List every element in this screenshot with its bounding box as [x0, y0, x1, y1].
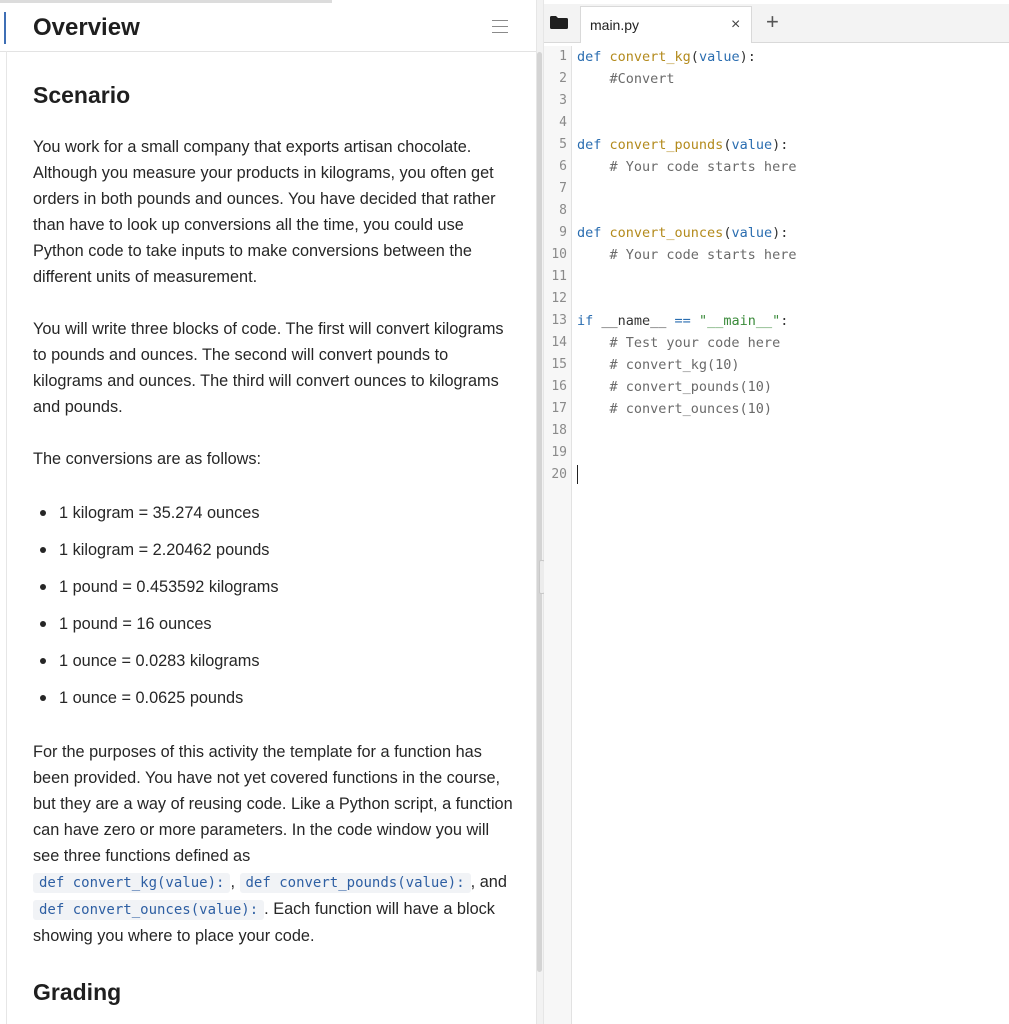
line-number: 15 [551, 357, 567, 372]
code-line: # convert_pounds(10) [577, 379, 773, 395]
code-line: if __name__ == "__main__": [577, 313, 789, 329]
separator: , and [470, 873, 507, 891]
code-line: # convert_ounces(10) [577, 401, 773, 417]
code-line: # convert_kg(10) [577, 357, 740, 373]
code-line: # Your code starts here [577, 159, 797, 175]
line-number: 2 [559, 71, 567, 86]
line-number-gutter [544, 46, 572, 1024]
scenario-paragraph: You work for a small company that exports artisan chocolate. Although you measure your products in kilograms, you often get orders in both pounds and ounces. You have decided that rather than have to look up conversions all the time, you could use Python code to take inputs to make conversions between the different units of measurement. [33, 138, 496, 286]
conversions-intro: The conversions are as follows: [33, 450, 262, 468]
list-item [33, 684, 433, 721]
page-title: Overview [33, 14, 140, 41]
line-number: 5 [559, 137, 567, 152]
grading-heading: Grading [33, 979, 122, 1005]
menu-icon[interactable] [492, 20, 508, 34]
panel-border [6, 51, 7, 1024]
functions-text-end: . Each function will have a block showing you where to place your code. [33, 900, 495, 945]
line-number: 14 [551, 335, 567, 350]
line-number: 16 [551, 379, 567, 394]
list-item [33, 573, 433, 610]
tab-label: main.py [590, 17, 640, 33]
line-number: 6 [559, 159, 567, 174]
list-item [33, 499, 433, 536]
folder-icon[interactable] [550, 16, 568, 29]
code-line: def convert_pounds(value): [577, 137, 789, 153]
code-ref-convert-ounces: def convert_ounces(value): [33, 900, 264, 920]
top-progress-line [0, 0, 332, 3]
line-number: 12 [551, 291, 567, 306]
line-number: 7 [559, 181, 567, 196]
add-tab-icon[interactable]: + [766, 9, 779, 34]
code-ref-convert-pounds: def convert_pounds(value): [240, 873, 471, 893]
separator: , [230, 873, 235, 891]
tab-main-py[interactable] [580, 6, 752, 43]
line-number: 9 [559, 225, 567, 240]
scenario-heading: Scenario [33, 82, 131, 108]
line-number: 19 [551, 445, 567, 460]
line-number: 8 [559, 203, 567, 218]
conversions-list [33, 499, 433, 721]
code-line: #Convert [577, 71, 675, 87]
conversion-text: 1 pound = 0.453592 kilograms [59, 578, 279, 596]
line-number: 10 [551, 247, 567, 262]
code-line: # Test your code here [577, 335, 781, 351]
blocks-paragraph: You will write three blocks of code. The first will convert kilograms to pounds and ounces. The second will convert pounds to kilograms and ounces. The third will convert ounces to kilograms and pounds. [33, 320, 504, 416]
code-line: def convert_kg(value): [577, 49, 756, 65]
list-item [33, 647, 433, 684]
code-ref-convert-kg: def convert_kg(value): [33, 873, 230, 893]
line-number: 4 [559, 115, 567, 130]
conversion-text: 1 ounce = 0.0625 pounds [59, 689, 244, 707]
line-number: 11 [551, 269, 567, 284]
line-number: 1 [559, 49, 567, 64]
close-icon[interactable]: × [731, 16, 741, 33]
functions-paragraph [33, 739, 513, 949]
conversion-text: 1 kilogram = 2.20462 pounds [59, 541, 270, 559]
conversion-text: 1 pound = 16 ounces [59, 615, 212, 633]
line-number: 18 [551, 423, 567, 438]
list-item [33, 536, 433, 573]
functions-text: For the purposes of this activity the template for a function has been provided. You have not yet covered functions in the course, but they are a way of reusing code. Like a Python script, a function can have zero or more parameters. In the code window you will see three functions defined as [33, 743, 513, 865]
overview-header [0, 4, 540, 52]
code-line: # Your code starts here [577, 247, 797, 263]
editor-tab-bar [544, 4, 1009, 43]
text-cursor [577, 465, 578, 484]
line-number: 17 [551, 401, 567, 416]
line-number: 20 [551, 467, 567, 482]
header-accent-bar [4, 12, 6, 44]
line-number: 13 [551, 313, 567, 328]
conversion-text: 1 ounce = 0.0283 kilograms [59, 652, 260, 670]
line-number: 3 [559, 93, 567, 108]
list-item [33, 610, 433, 647]
code-editor [544, 0, 1009, 1024]
instructions-scrollbar[interactable] [537, 52, 542, 972]
code-line: def convert_ounces(value): [577, 225, 789, 241]
conversion-text: 1 kilogram = 35.274 ounces [59, 504, 260, 522]
